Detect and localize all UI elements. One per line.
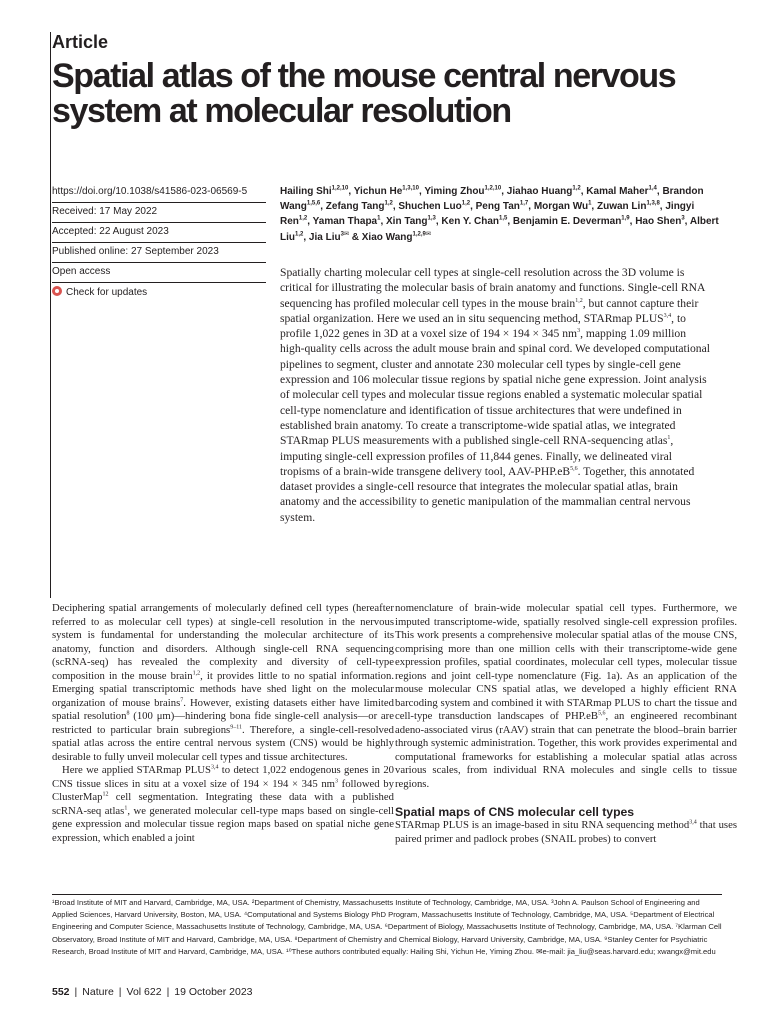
volume: Vol 622: [126, 986, 162, 998]
author-list: Hailing Shi$^{1,2,10}$, Yichun He$^{1,3,10}$, Yiming Zhou$^{1,2,10}$, Jiahao Huang$^{1,2}$, Kamal Maher$^{1,4}$, Brandon Wang$^{1,5,6}$, Zefang Tang$^{1,2}$, Shuchen Luo$^{1,2}$, Peng Tan$^{1,7}$, Morgan Wu$^1$, Zuwan Lin$^{1,3,8}$, Jingyi Ren$^{1,2}$, Yaman Thapa$^1$, Xin Tang$^{1,3}$, Ken Y. Chan$^{1,5}$, Benjamin E. Deverman$^{1,9}$, Hao Shen$^3$, Albert Liu$^{1,2}$, Jia Liu$^{3✉}$ & Xiao Wang$^{1,2,9✉}$: [280, 185, 719, 243]
check-updates-button[interactable]: [52, 283, 266, 303]
author-affiliation: 1,7: [519, 200, 529, 207]
page-footer: 552 | Nature | Vol 622 | 19 October 2023: [52, 986, 253, 998]
author-name[interactable]: Morgan Wu: [533, 201, 589, 213]
superscript: 3: [577, 328, 581, 335]
abstract-text: , to profile 1,022 genes in 3D at a voxel size of 194 × 194 × 345 nm: [280, 311, 686, 341]
citation[interactable]: 3,4: [689, 819, 697, 826]
abstract-text: . Together, this annotated dataset provides a single-cell resource that integrates the molecular spatial atlas, brain anatomy and the accessibility to genetic manipulation of the mammalian central nervous system.: [280, 464, 695, 524]
citation[interactable]: 1: [124, 804, 128, 811]
citation[interactable]: 1: [667, 435, 671, 442]
author-affiliation: 1,3,8: [646, 200, 660, 207]
author-name[interactable]: Kamal Maher: [586, 186, 649, 197]
doi-link[interactable]: https://doi.org/10.1038/s41586-023-06569-5: [52, 183, 266, 203]
citation[interactable]: 1,2: [192, 669, 201, 676]
section-heading: Spatial maps of CNS molecular cell types: [395, 805, 635, 819]
citation[interactable]: 5,6: [570, 466, 578, 472]
author-name[interactable]: Yaman Thapa: [312, 216, 378, 228]
abstract-text: , mapping 1.09 million high-quality cells across the adult mouse brain and spinal cord. We developed computational pipelines to segment, cluster and annotate 230 molecular cell types by single-cell gene expression and 106 molecular tissue regions by spatial niche gene expression. Joint analysis of molecular cell types and molecular tissue regions enabled a systematic molecular spatial cell-type nomenclature and identification of tissue architectures that were undefined in established brain anatomy. To create a transcriptome-wide spatial atlas, we integrated STARmap PLUS measurements with a published single-cell RNA-sequencing atlas: [280, 327, 710, 448]
author-name[interactable]: Benjamin E. Deverman: [512, 216, 622, 228]
citation[interactable]: 3,4: [663, 313, 672, 320]
body-column-right: [395, 602, 737, 846]
author-affiliation: 1,5,6: [306, 200, 321, 207]
author-affiliation: 1,2,10: [484, 185, 502, 192]
author-affiliation: 1,2,9✉: [412, 231, 431, 238]
author-affiliation: 3: [681, 216, 685, 223]
author-affiliation: 3✉: [340, 231, 349, 238]
author-name[interactable]: Shuchen Luo: [398, 201, 462, 213]
citation[interactable]: 9–11: [230, 723, 242, 730]
author-name[interactable]: Xiao Wang: [361, 231, 413, 243]
author-affiliation: 1,2: [298, 216, 308, 223]
citation[interactable]: 8: [126, 710, 130, 717]
author-name[interactable]: Hao Shen: [635, 216, 682, 228]
affiliations-footnote: ¹Broad Institute of MIT and Harvard, Cambridge, MA, USA. ²Department of Chemistry, Massachusetts Institute of Technology, Cambridge, MA, USA. ³John A. Paulson School of Engineering and Applied Sciences, Harvard University, Boston, MA, USA. ⁴Computational and Systems Biology PhD Program, Massachusetts Institute of Technology, Cambridge, MA, USA. ⁵Department of Electrical Engineering and Computer Science, Massachusetts Institute of Technology, Cambridge, MA, USA. ⁶Department of Biology, Massachusetts Institute of Technology, Cambridge, MA, USA. ⁷Klarman Cell Observatory, Broad Institute of MIT and Harvard, Cambridge, MA, USA. ⁸Department of Chemistry and Chemical Biology, Harvard University, Cambridge, MA, USA. ⁹Stanley Center for Psychiatric Research, Broad Institute of MIT and Harvard, Cambridge, MA, USA. ¹⁰These authors contributed equally: Hailing Shi, Yichun He, Yiming Zhou. ✉e-mail: jia_liu@seas.harvard.edu; xwangx@mit.edu: [52, 894, 722, 958]
abstract-text: , but cannot capture their spatial organization. Here we used an in situ sequencing method, STARmap PLUS: [280, 296, 699, 325]
author-affiliation: 1,2,10: [331, 185, 349, 192]
article-type-label: Article: [52, 32, 109, 52]
body-paragraph: STARmap PLUS is an image-based in situ RNA sequencing method$^{3,4}$ that uses paired primer and padlock probes (SNAIL probes) to convert: [395, 819, 737, 845]
author-affiliation: 1: [588, 200, 592, 207]
abstract: [280, 265, 710, 525]
page-number: 552: [52, 986, 70, 998]
author-name[interactable]: Xin Tang: [386, 216, 428, 228]
author-name[interactable]: Zefang Tang: [325, 201, 385, 213]
citation[interactable]: 1,2: [575, 297, 583, 304]
check-updates-label: Check for updates: [66, 287, 148, 298]
body-paragraph: Here we applied STARmap PLUS$^{3,4}$ to detect 1,022 endogenous genes in 20 CNS tissue slices in situ at a voxel size of 194 × 194 × 345 $nm^3$ followed by ClusterMap$^{12}$ cell segmentation. Integrating these data with a published scRNA-seq atlas$^1$, we generated molecular cell-type maps based on single-cell gene expression and molecular tissue region maps based on spatial niche gene expression, which enabled a joint: [52, 764, 395, 844]
body-paragraph: Deciphering spatial arrangements of molecularly defined cell types (hereafter referred to as molecular cell types) at single-cell resolution in the nervous system is fundamental for understanding the molecular architecture of its anatomy, function and disorders. Although single-cell RNA sequencing (scRNA-seq) has revealed the complexity and diversity of cell-type composition in the mouse brain$^{1,2}$, it provides little to no spatial information. Emerging spatial transcriptomic methods have shed light on the molecular organization of mouse brains$^7$. However, existing datasets either have limited spatial resolution$^8$ (100 μm)—hindering bona fide single-cell analysis—or are restricted to particular brain subregions$^{9-11}$. Therefore, a single-cell-resolved spatial atlas across the entire central nervous system (CNS) would be highly desirable to fully unveil molecular cell types and tissue architectures.: [52, 602, 394, 763]
author-name[interactable]: Albert Liu: [280, 216, 719, 243]
received-date: Received: 17 May 2022: [52, 203, 266, 223]
author-name[interactable]: Peng Tan: [475, 201, 520, 213]
superscript: 3: [335, 777, 338, 784]
author-affiliation: 1,2: [295, 231, 304, 238]
citation[interactable]: 12: [102, 791, 109, 798]
journal-name: Nature: [82, 986, 114, 998]
author-affiliation: 1,2: [572, 185, 581, 192]
author-affiliation: 1,3: [427, 216, 436, 223]
author-name[interactable]: Jiahao Huang: [506, 186, 573, 197]
open-access-label: Open access: [52, 263, 266, 283]
accepted-date: Accepted: 22 August 2023: [52, 223, 266, 243]
author-name[interactable]: Hailing Shi: [280, 186, 332, 197]
published-date: Published online: 27 September 2023: [52, 243, 266, 263]
author-affiliation: 1,5: [499, 216, 508, 223]
check-updates-icon: [52, 286, 62, 296]
article-metadata: [52, 183, 266, 303]
author-name[interactable]: Jingyi Ren: [280, 201, 695, 228]
author-affiliation: 1,3,10: [402, 185, 419, 192]
body-column-left: [52, 602, 394, 845]
author-name[interactable]: Yiming Zhou: [424, 186, 485, 197]
author-affiliation: 1,2: [384, 200, 393, 207]
author-name[interactable]: Yichun He: [353, 186, 403, 197]
author-name[interactable]: Jia Liu: [308, 231, 341, 243]
left-rule: [50, 32, 51, 598]
abstract-text: Spatially charting molecular cell types at single-cell resolution across the 3D volume is critical for illustrating the molecular basis of brain anatomy and functions. Single-cell RNA sequencing has profiled molecular cell types in the mouse brain: [280, 266, 705, 310]
issue-date: 19 October 2023: [174, 986, 253, 998]
page-title: Spatial atlas of the mouse central nervous system at molecular resolution: [52, 57, 676, 130]
citation[interactable]: 3,4: [210, 764, 219, 771]
body-paragraph: nomenclature of brain-wide molecular spatial cell types. Furthermore, we imputed transcriptome-wide, spatially resolved single-cell expression profiles. This work presents a comprehensive molecular spatial atlas of the mouse CNS, comprising more than one million cells with their transcriptome-wide gene expression profiles, spatial coordinates, molecular cell types, molecular tissue regions and joint cell-type nomenclature (Fig. 1a). As an application of the mouse molecular CNS spatial atlas, we developed a highly efficient RNA barcoding system and combined it with STARmap PLUS to chart the tissue and cell-type transduction landscapes of PHP.eB$^{5,6}$, an engineered recombinant adeno-associated virus (rAAV) strain that can penetrate the blood–brain barrier through systemic administration. Together, this work provides experimental and computational frameworks for establishing a molecular spatial atlas across various scales, from individual RNA molecules and single cells to tissue regions.: [395, 602, 737, 790]
author-name[interactable]: Ken Y. Chan: [441, 216, 500, 228]
author-affiliation: 1,4: [648, 185, 657, 192]
citation[interactable]: 7: [180, 696, 184, 703]
author-name[interactable]: Zuwan Lin: [596, 201, 647, 213]
author-name[interactable]: Brandon Wang: [280, 186, 704, 213]
author-affiliation: 1,9: [621, 216, 630, 223]
citation[interactable]: 5,6: [597, 710, 606, 717]
author-affiliation: 1,2: [461, 200, 471, 207]
abstract-text: , imputing single-cell expression profiles of 11,844 genes. Finally, we delineated viral tropisms of a brain-wide transgene delivery tool, AAV-PHP.eB: [280, 434, 674, 478]
author-affiliation: 1: [377, 216, 381, 223]
